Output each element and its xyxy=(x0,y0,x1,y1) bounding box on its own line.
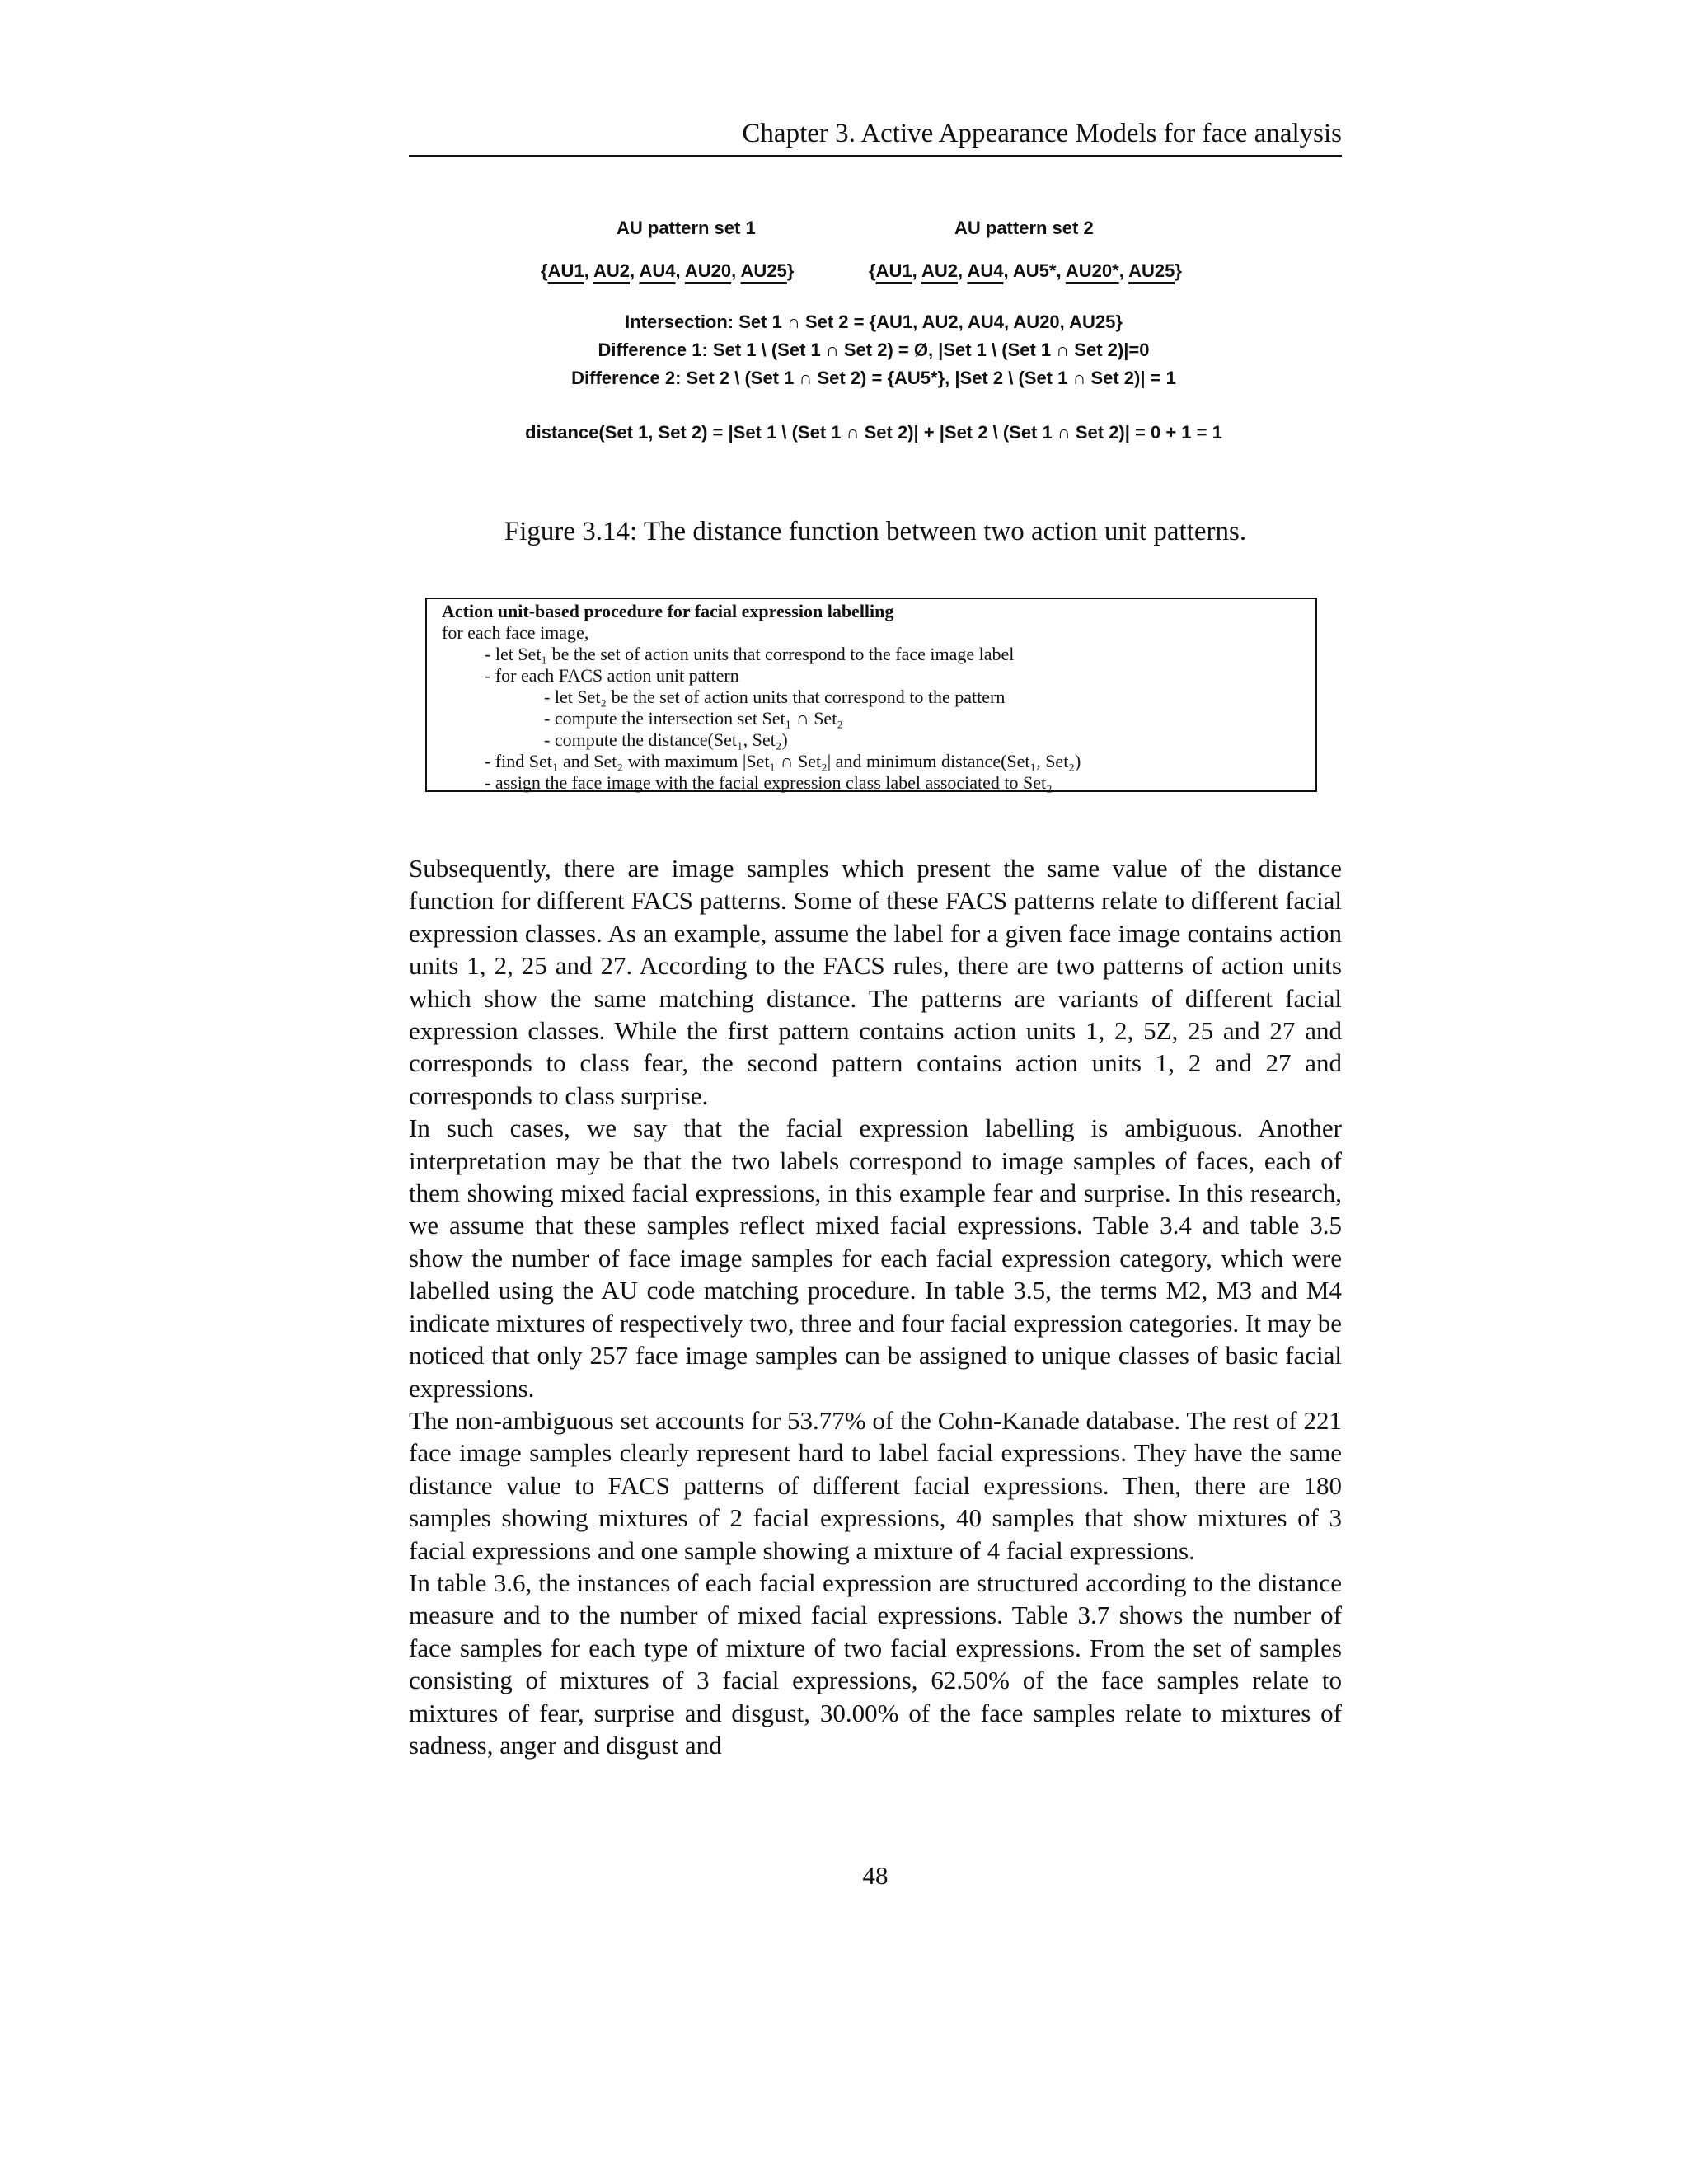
au-item: AU20 xyxy=(684,260,732,281)
set2-title: AU pattern set 2 xyxy=(954,218,1094,238)
au-item: AU4 xyxy=(967,260,1004,281)
brace-open: { xyxy=(541,260,548,281)
algorithm-line: - let Set₂ be the set of action units that correspond to the pattern xyxy=(544,687,1006,707)
algorithm-box xyxy=(425,598,1317,792)
difference-1-line: Difference 1: Set 1 \ (Set 1 ∩ Set 2) = Ø, |Set 1 \ (Set 1 ∩ Set 2)|=0 xyxy=(598,340,1150,360)
au-item: AU2 xyxy=(921,260,959,281)
brace-open: { xyxy=(869,260,876,281)
paragraph: The non-ambiguous set accounts for 53.77% of the Cohn-Kanade database. The rest of 221 face image samples clearly represent hard to label facial expressions. They have the same distance value to FACS patterns of different facial expressions. Then, there are 180 samples showing mixtures of 2 facial expressions, 40 samples that show mixtures of 3 facial expressions and one sample showing a mixture of 4 facial expressions. xyxy=(409,1405,1342,1565)
figure-3-14 xyxy=(462,213,1286,452)
body-text xyxy=(409,852,1342,1761)
algorithm-line: for each face image, xyxy=(442,622,589,643)
au-item: AU1 xyxy=(547,260,584,281)
brace-close: } xyxy=(786,260,795,281)
difference-2-line: Difference 2: Set 2 \ (Set 1 ∩ Set 2) = {AU5*}, |Set 2 \ (Set 1 ∩ Set 2)| = 1 xyxy=(571,368,1176,388)
algorithm-line: - let Set₁ be the set of action units that correspond to the face image label xyxy=(485,644,1015,664)
au-item: AU5* xyxy=(1012,260,1057,281)
set1-items: {AU1, AU2, AU4, AU20, AU25} xyxy=(541,260,795,281)
paragraph: Subsequently, there are image samples which present the same value of the distance function for different FACS patterns. Some of these FACS patterns relate to different facial expression classes. As an example, assume the label for a given face image contains action units 1, 2, 25 and 27. According to the FACS rules, there are two patterns of action units which show the same matching distance. The patterns are variants of different facial expression classes. While the first pattern contains action units 1, 2, 5Z, 25 and 27 and corresponds to class fear, the second pattern contains action units 1, 2 and 27 and corresponds to class surprise. xyxy=(409,854,1342,1110)
au-item: AU25 xyxy=(740,260,787,281)
algorithm-line: - compute the distance(Set₁, Set₂) xyxy=(544,729,788,750)
au-item: AU2 xyxy=(593,260,631,281)
au-item: AU25 xyxy=(1128,260,1175,281)
algorithm-line: - find Set₁ and Set₂ with maximum |Set₁ ∩ Set₂| and minimum distance(Set₁, Set₂) xyxy=(485,751,1081,771)
au-item: AU4 xyxy=(639,260,676,281)
figure-caption: Figure 3.14: The distance function between two action unit patterns. xyxy=(504,517,1247,546)
algorithm-title: Action unit-based procedure for facial expression labelling xyxy=(442,601,894,621)
au-item: AU20* xyxy=(1065,260,1119,281)
paragraph: In table 3.6, the instances of each facial expression are structured according to the distance measure and to the number of mixed facial expressions. Table 3.7 shows the number of face samples for each type of mixture of two facial expressions. From the set of samples consisting of mixtures of 3 facial expressions, 62.50% of the face samples relate to mixtures of fear, surprise and disgust, 30.00% of the face samples relate to mixtures of sadness, anger and disgust and xyxy=(409,1568,1342,1760)
algorithm-line: - compute the intersection set Set₁ ∩ Set₂ xyxy=(544,708,843,729)
paragraph: In such cases, we say that the facial expression labelling is ambiguous. Another interpretation may be that the two labels correspond to image samples of faces, each of them showing mixed facial expressions, in this example fear and surprise. In this research, we assume that these samples reflect mixed facial expressions. Table 3.4 and table 3.5 show the number of face image samples for each facial expression category, which were labelled using the AU code matching procedure. In table 3.5, the terms M2, M3 and M4 indicate mixtures of respectively two, three and four facial expression categories. It may be noticed that only 257 face image samples can be assigned to unique classes of basic facial expressions. xyxy=(409,1113,1342,1403)
running-header: Chapter 3. Active Appearance Models for face analysis xyxy=(409,117,1342,157)
algorithm-line: - assign the face image with the facial expression class label associated to Set₂ xyxy=(485,772,1053,793)
algorithm-line: - for each FACS action unit pattern xyxy=(485,665,739,686)
page-number: 48 xyxy=(862,1861,889,1890)
set2-items: {AU1, AU2, AU4, AU5*, AU20*, AU25} xyxy=(869,260,1182,281)
set1-title: AU pattern set 1 xyxy=(617,218,756,238)
brace-close: } xyxy=(1175,260,1182,281)
distance-line: distance(Set 1, Set 2) = |Set 1 \ (Set 1 ∩ Set 2)| + |Set 2 \ (Set 1 ∩ Set 2)| = 0 + 1 = 1 xyxy=(525,422,1222,443)
au-item: AU1 xyxy=(875,260,912,281)
intersection-line: Intersection: Set 1 ∩ Set 2 = {AU1, AU2, AU4, AU20, AU25} xyxy=(625,312,1123,332)
